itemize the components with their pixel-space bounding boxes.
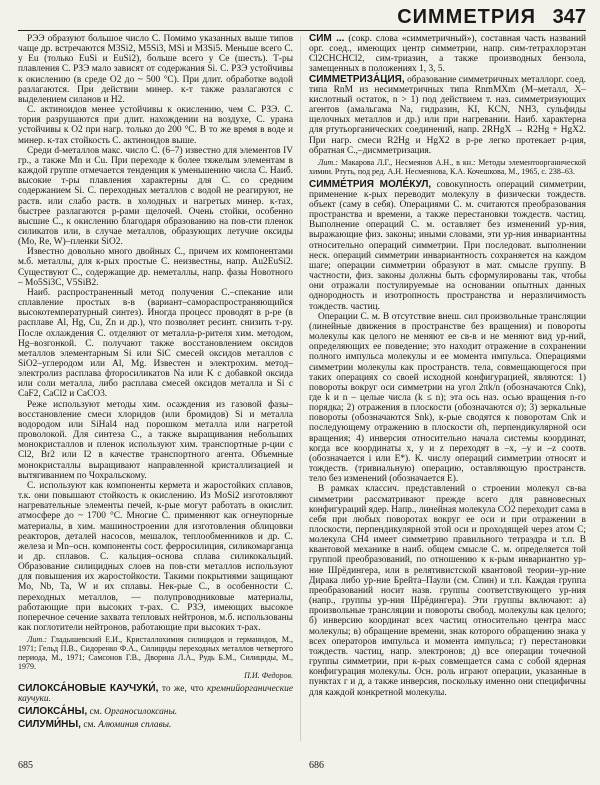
page-number: 347 (552, 6, 586, 28)
column-divider (300, 36, 301, 741)
paragraph: Реже используют методы хим. осаждения из газовой фазы–восстановление смеси хлоридов (или бромидов) Si и металла водородом или SiHal4 над порошком металла или нагретой проволокой. Для синтеза С., а также выращивания небольших монокристаллов и пленок используют хим. транспортные р-ции с Cl2, Br2 или I2 в качестве транспортного агента. Объемные монокристаллы выращивают направленной кристаллизацией и вытягиванием по Чохральскому. (18, 399, 293, 481)
entry-siloxane-rubbers (18, 684, 293, 704)
literature-block (18, 636, 293, 681)
entry-headword: СИМ ... (309, 34, 345, 44)
literature-text: Гладышевский Е.И., Кристаллохимия силицидов и германидов, М., 1971; Гельд П.В., Сидоренко Ф.А., Силициды переходных металлов четвертого периода, М., 1971; Самсонов Г.В., Дворина Л.А., Рудь Б.М., Силициды, М., 1979. (18, 635, 293, 671)
literature-author: П.И. Федоров. (244, 670, 293, 680)
header-title: СИММЕТРИЯ (397, 6, 536, 28)
footer-left-page-number: 685 (18, 760, 33, 771)
entry-sim (309, 34, 586, 75)
entry-text: то же, что (161, 683, 208, 694)
paragraph: С. актиноидов менее устойчивы к окислению, чем С. РЗЭ. С. тория разрушаются при длит. нахождении на воздухе, С. урана устойчивы к О2 при нагр. только до 200 °C. В то же время в воде и минер. к-тах стойкость С. актиноидов выше. (18, 105, 293, 146)
paragraph: Операции С. м. В отсутствие внеш. сил произвольные трансляции (линейные движения в пространстве без вращения) и повороты молекулы как целого не меняют ее св-в и не меняют вид ур-ний, определяющих ее поведение; это находит отражение в сохранении полного импульса молекулы и ее момента импульса. Операциями симметрии молекулы как пространств. тела, совмещающегося при таких операциях со своей исходной конфигурацией, являются: 1) повороты вокруг оси симметрии на угол 2πk/n (обозначаются Cnk), где k и n – целые числа (k ≤ n); эта ось наз. осью вращения n-го порядка; 2) отражения в плоскости (обозначаются σ); 3) зеркальные повороты (обозначаются Snk), к-рые сводятся к поворотам Cnk и последующему отражению в плоскости σh, перпендикулярной оси вращения; 4) инверсия относительно начала системы координат, когда все координаты x, y и z переходят в –x, –y и –z соотв. (обозначается i или E*). К. числу операций симметрии относят и тождеств. (тривиальную) операцию, оставляющую пространств. тело без изменений (обозначается E). (309, 311, 586, 485)
entry-text: образование симметричных металлорг. соед. типа RnM из несимметричных типа RnmMXm (М–металл, Х–кислотный остаток, n > 1) под действием т. наз. симметризующих агентов (амальгама Na, гидразин, KI, KCN, NH3, сульфиды щелочных металлов и др.) или при нагревании. Наиб. характерна для ртутьорганических соединений, напр. 2RHgX → R2Hg + HgX2. При нагр. смеси R2Hg и HgX2 в р-ре легко протекает р-ция, обратная С.,–дисмметризация. (309, 74, 586, 156)
entry-text: совокупность операций симметрии, применение к-рых переводит молекулу в физически тождеств. объект (саму в себя). Операциями С. м. считаются преобразования пространства и времени, а также перестановки тождеств. частиц. Выполнение операций С. м. оставляет без изменений ур-ния, выражающие физ. законы; иными словами, эти ур-ния инвариантны относительно операций симметрии. При последоват. выполнении неск. операций симметрии инвариантность сохраняется на каждом шаге; операции симметрии образуют в мат. смысле группу. В частности, физ. законы должны быть сформулированы так, чтобы они отражали постулируемые на основании опытных данных однородность и изотропность пространства и неразличимость тождеств. частиц. (309, 179, 586, 312)
entry-ref-link[interactable]: Алюминия сплавы. (98, 720, 172, 731)
paragraph: В рамках классич. представлений о строении молекул св-ва симметрии рассматривают прежде всего для равновесных конфигураций ядер. Напр., линейная молекула CO2 переходит сама в себя при любых поворотах вокруг ее оси и при отражении в плоскости, перпендикулярной этой оси и проходящей через атом С; молекула CH4 имеет симметрию правильного тетраэдра и т.п. В квантовой механике в наиб. общем смысле С. м. определяется той группой преобразований, по отношению к к-рым инвариантно ур-ние Шрёдингера, или в релятивистской квантовой теории–ур-ние Дирака либо ур-ние Брейта–Паули (см. Спин) и т.п. Каждая группа преобразований носит назв. группы соответствующего ур-ния (напр., группы ур-ния Шрёдингера). Эти группы включают: а) произвольные трансляции и повороты свобод. молекулы как целого; б) инверсию координат всех частиц относительно центра масс молекулы; в) обращение времени, знак которого обращению знака у всех операторов импульса и момента импульса; г) перестановки тождеств. частиц, напр. электронов; д) все операции точечной группы симметрии, при к-рых совмещается сама с собой ядерная конфигурация молекулы. Осн. роль играют операции, указанные в пунктах г и д, а также инверсия, поскольку именно они специфичны для каждой конкретной молекулы. (309, 484, 586, 698)
paragraph: Наиб. распространенный метод получения С.–спекание или сплавление простых в-в (вариант–самораспространяющийся высокотемпературный синтез). Иногда процесс проводят в р-ре (в расплаве Al, Hg, Cu, Zn и др.), что позволяет ресинт. снизить т-ру. После охлаждения С. отделяют от металла-р-рителя хим. методом, Hg–возгонкой. С. получают также восстановлением оксидов металлов элементарным Si или SiC смесей оксидов металлов с SiO2–углеродом или Al, Mg. Известен и электрохим. метод–электролиз расплава фторосиликатов Na или K с добавкой оксида или соли металла, либо расплава смесей оксидов металла и Si с CaF2, CaCl2 и CaCO3. (18, 287, 293, 400)
entry-ref-link[interactable]: Органосилоксаны. (104, 707, 178, 718)
entry-text: (сокр. слова «симметричный»), составная часть названий орг. соед., имеющих центр симметрии, напр. сим-тетрахлорэтан Cl2CHCHCl2, сим-триазин, а также производных бензола, замещенных в положениях 1, 3, 5. (309, 34, 586, 75)
header-rule (18, 30, 586, 31)
entry-symmetrization (309, 75, 586, 156)
entry-text: см. (83, 720, 99, 731)
paragraph: С. используют как компоненты кермета и жаростойких сплавов, т.к. они повышают стойкость к окислению. Из MoSi2 изготовляют нагревательные элементы печей, к-рые могут работать в окислит. атмосфере до ~ 1700 °C. Многие С. применяют как огнеупорные материалы, в хим. машиностроении для изготовления облицовки реакторов, деталей насосов, мешалок, теплообменников и др. С. железа и Mn–осн. компоненты сост. ферросилиция, силикомарганца и др. сплавов. С. кальция–основа сплава силикокальций. Образование силицидных слоев на пов-сти металлов используют для повышения их жаростойкости. Такими покрытиями защищают Mo, Nb, Ta, W и их сплавы. Нек-рые С., в особенности С. переходных металлов, — полупроводниковые материалы, работающие при высоких т-рах. С. РЗЭ, имеющих высокое поперечное сечение захвата тепловых нейтронов, м.б. использованы как поглотители нейтронов, работающие при высоких т-рах. (18, 480, 293, 634)
literature-label: Лит.: (318, 157, 338, 167)
entry-silumins (18, 720, 293, 730)
entry-ref-link[interactable]: кремнийорганические каучуки. (18, 683, 293, 704)
entry-headword: СИММЕ́ТРИЯ МОЛЕ́КУЛ, (309, 178, 432, 190)
entry-molecular-symmetry (309, 180, 586, 312)
entry-headword: СИЛОКСА́НОВЫЕ КАУЧУКИ́, (18, 682, 159, 694)
left-column (18, 34, 293, 749)
entry-siloxanes (18, 707, 293, 717)
entry-headword: СИММЕТРИЗА́ЦИЯ, (309, 73, 405, 85)
entry-text: см. (89, 707, 105, 718)
footer-right-page-number: 686 (309, 760, 324, 771)
literature-block (309, 159, 586, 177)
entry-headword: СИЛУМИ́НЫ, (18, 719, 81, 731)
paragraph: РЭЭ образуют большое число С. Помимо указанных выше типов чаще др. встречаются M3Si2, M5Si3, MSi и M3Si5. Меньше всего С. у Eu (только EuSi и EuSi2), больше всего у Се (шесть). Т-ры плавления С. РЗЭ мало зависят от содержания Si. С. РЗЭ устойчивы к окислению (в среде О2 до ~ 500 °C). При длит. обработке водой разлагаются. При действии минер. к-т также разлагаются с выделением силанов и Н2. (18, 34, 293, 105)
entry-headword: СИЛОКСА́НЫ, (18, 706, 88, 718)
literature-label: Лит.: (27, 635, 47, 645)
paragraph: Среди d-металлов макс. число С. (6–7) известно для элементов IV гр., а также Mn и Cu. При переходе к более тяжелым элементам в каждой группе отмечается тенденция к уменьшению числа С. Наиб. высокие т-ры плавления характерны для С. со средним содержанием Si. С. переходных металлов с водой не реагируют, не раств. или слабо раств. в холодных и нагретых минер. к-тах, быстрее разлагаются р-рами щелочей. Очень стойки, особенно высшие С., к окислению благодаря образованию на пов-сти пленок силикатов или, в случае металлов, образующих летучие оксиды (Mo, Re, W)–пленки SiO2. (18, 145, 293, 248)
paragraph: Известно довольно много двойных С., причем их компонентами м.б. металлы, для к-рых простые С. неизвестны, напр. Au2EuSi2. Существуют С., содержащие др. неметаллы, напр. фазы Новотного – Mo5Si3C, V5SiB2. (18, 247, 293, 288)
right-column (309, 34, 586, 749)
literature-text: Макарова Л.Г., Несмеянов А.Н., в кн.: Методы элементоорганической химии. Ртуть, под ред. А.Н. Несмеянова, К.А. Кочешкова, М., 1965, с. 238–63. (309, 157, 586, 176)
